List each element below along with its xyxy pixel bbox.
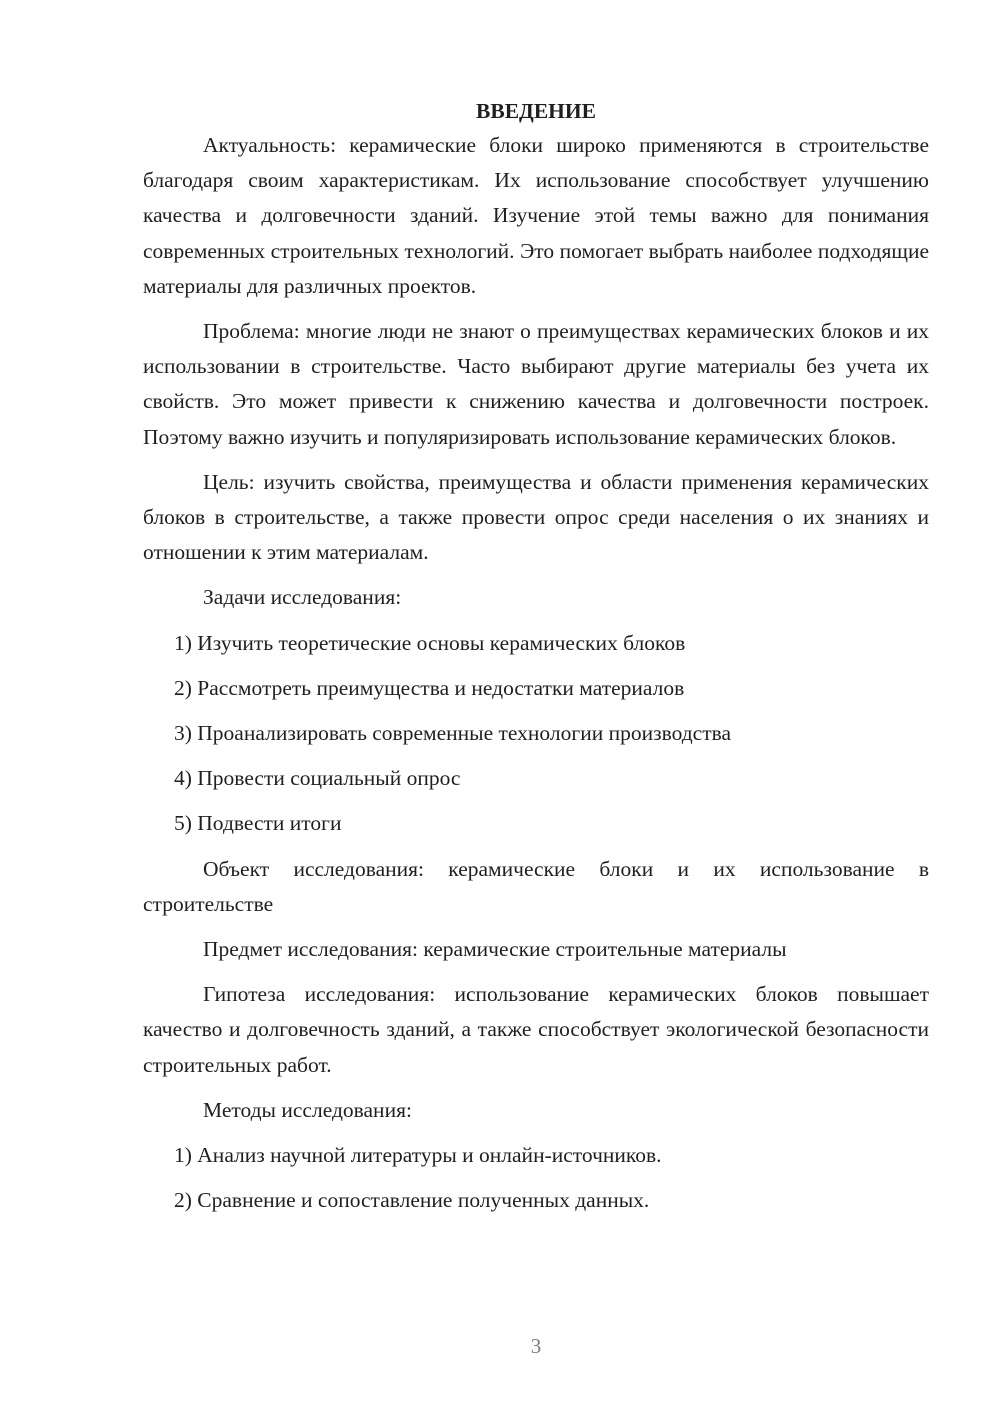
subject-paragraph: Предмет исследования: керамические строительные материалы [203, 937, 787, 962]
relevance-paragraph: Актуальность: керамические блоки широко применяются в строительстве благодаря своим характеристикам. Их использование способствует улучшению качества и долговечности зданий. Изучение этой темы важно для понимания современных строительных технологий. Это помогает выбрать наиболее подходящие материалы для различных проектов. [143, 133, 929, 298]
list-item: 2) Сравнение и сопоставление полученных данных. [174, 1188, 650, 1213]
methods-list [143, 1138, 929, 1218]
goal-paragraph: Цель: изучить свойства, преимущества и области применения керамических блоков в строительстве, а также провести опрос среди населения о их знаниях и отношении к этим материалам. [143, 469, 929, 565]
page-number: 3 [530, 1334, 542, 1358]
tasks-list [143, 626, 929, 842]
object-paragraph: Объект исследования: керамические блоки и их использование в строительстве [143, 856, 929, 916]
list-item: 5) Подвести итоги [174, 811, 342, 836]
page-content [143, 96, 929, 1228]
tasks-heading: Задачи исследования: [203, 585, 402, 610]
list-item: 1) Анализ научной литературы и онлайн-источников. [174, 1143, 662, 1168]
list-item: 2) Рассмотреть преимущества и недостатки материалов [174, 675, 685, 700]
hypothesis-paragraph: Гипотеза исследования: использование керамических блоков повышает качество и долговечность зданий, а также способствует экологической безопасности строительных работ. [143, 982, 929, 1077]
list-item: 1) Изучить теоретические основы керамических блоков [174, 630, 686, 655]
list-item: 4) Провести социальный опрос [174, 766, 461, 791]
problem-paragraph: Проблема: многие люди не знают о преимуществах керамических блоков и их использовании в строительстве. Часто выбирают другие материалы без учета их свойств. Это может привести к снижению качества и долговечности построек. Поэтому важно изучить и популяризировать использование керамических блоков. [143, 319, 929, 449]
methods-heading: Методы исследования: [203, 1097, 412, 1122]
page-title: ВВЕДЕНИЕ [476, 99, 596, 123]
list-item: 3) Проанализировать современные технологии производства [174, 721, 732, 746]
